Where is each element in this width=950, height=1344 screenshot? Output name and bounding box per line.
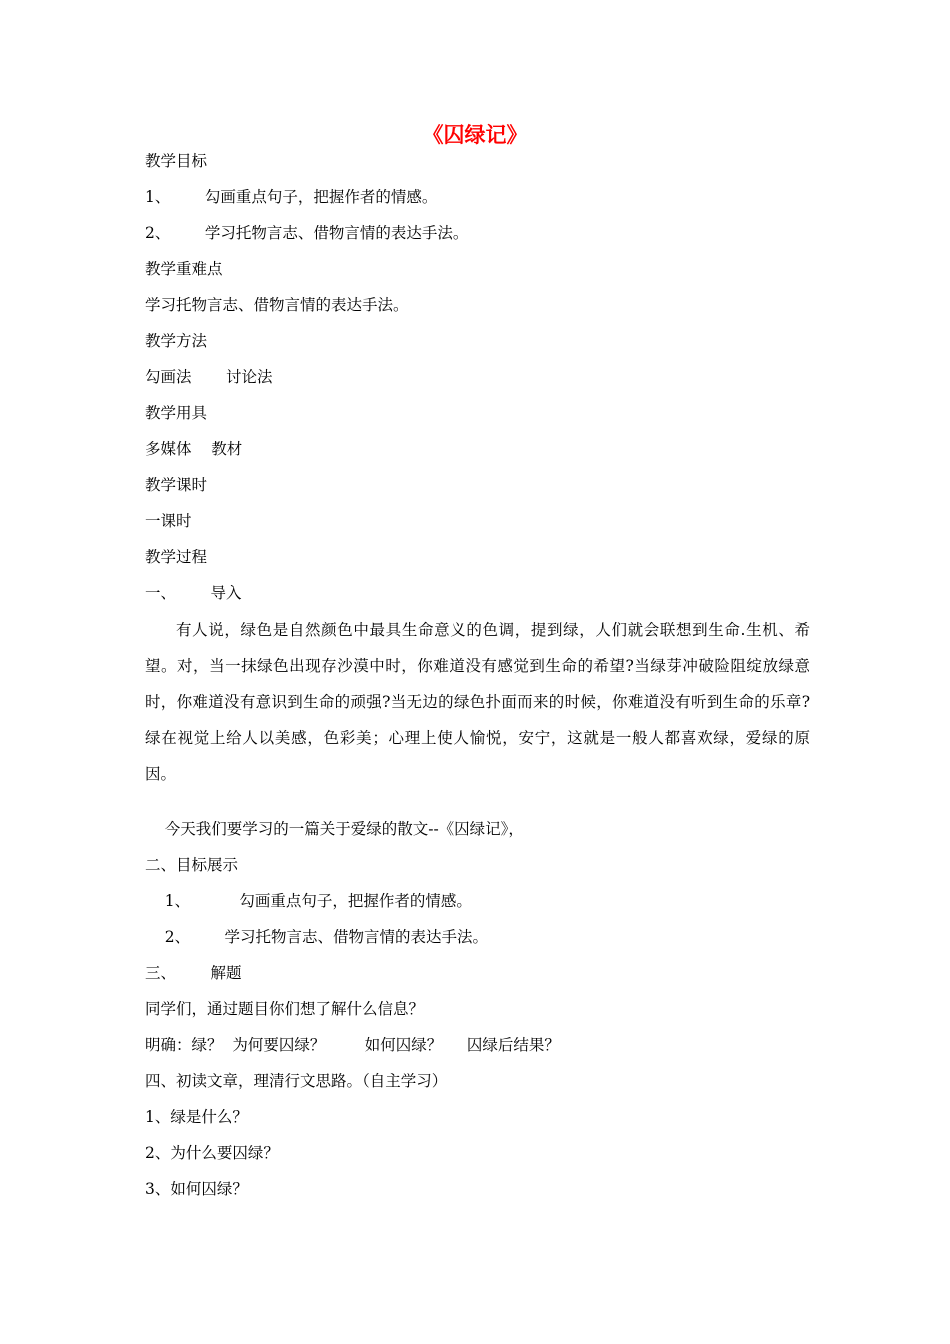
class-hours-text: 一课时 [145,512,192,530]
goal-item-2: 2、 学习托物言志、借物言情的表达手法。 [145,224,469,242]
question-prompt: 同学们，通过题目你们想了解什么信息？ [145,1000,425,1018]
heading-key-difficulty: 教学重难点 [145,260,223,278]
reading-question-1: 1、绿是什么？ [145,1108,248,1126]
reading-question-2: 2、为什么要囚绿？ [145,1144,279,1162]
introduction-paragraph: 有人说，绿色是自然颜色中最具生命意义的色调，提到绿，人们就会联想到生命.生机、希望。对，当一抹绿色出现存沙漠中时，你难道没有感觉到生命的希望?当绿芽冲破险阻绽放绿意时，你难道没有意识到生命的顽强?当无边的绿色扑面而来的时候，你难道没有听到生命的乐章?绿在视觉上给人以美感，色彩美；心理上使人愉悦，安宁，这就是一般人都喜欢绿，爱绿的原因。 [145,621,810,783]
section-introduction: 一、 导入 [145,584,242,602]
section-goal-display: 二、目标展示 [145,856,239,874]
goal-display-item-2: 2、 学习托物言志、借物言情的表达手法。 [145,928,489,946]
document-title: 《囚绿记》 [422,122,528,147]
heading-class-hours: 教学课时 [145,476,208,494]
goal-item-1: 1、 勾画重点句子，把握作者的情感。 [145,188,438,206]
heading-teaching-process: 教学过程 [145,548,208,566]
section-first-reading: 四、初读文章，理清行文思路。（自主学习） [145,1072,448,1090]
teaching-methods-text: 勾画法 讨论法 [145,368,273,386]
today-lesson-line: 今天我们要学习的一篇关于爱绿的散文--《囚绿记》， [145,820,524,838]
key-difficulty-text: 学习托物言志、借物言情的表达手法。 [145,296,409,314]
heading-teaching-tools: 教学用具 [145,404,208,422]
teaching-tools-text: 多媒体 教材 [145,440,243,458]
goal-display-item-1: 1、 勾画重点句子，把握作者的情感。 [145,892,472,910]
reading-question-3: 3、如何囚绿？ [145,1180,248,1198]
heading-teaching-goals: 教学目标 [145,152,208,170]
section-title-explanation: 三、 解题 [145,964,242,982]
clarification-line: 明确：绿？ 为何要囚绿？ 如何囚绿？ 囚绿后结果？ [145,1036,560,1054]
heading-teaching-methods: 教学方法 [145,332,208,350]
